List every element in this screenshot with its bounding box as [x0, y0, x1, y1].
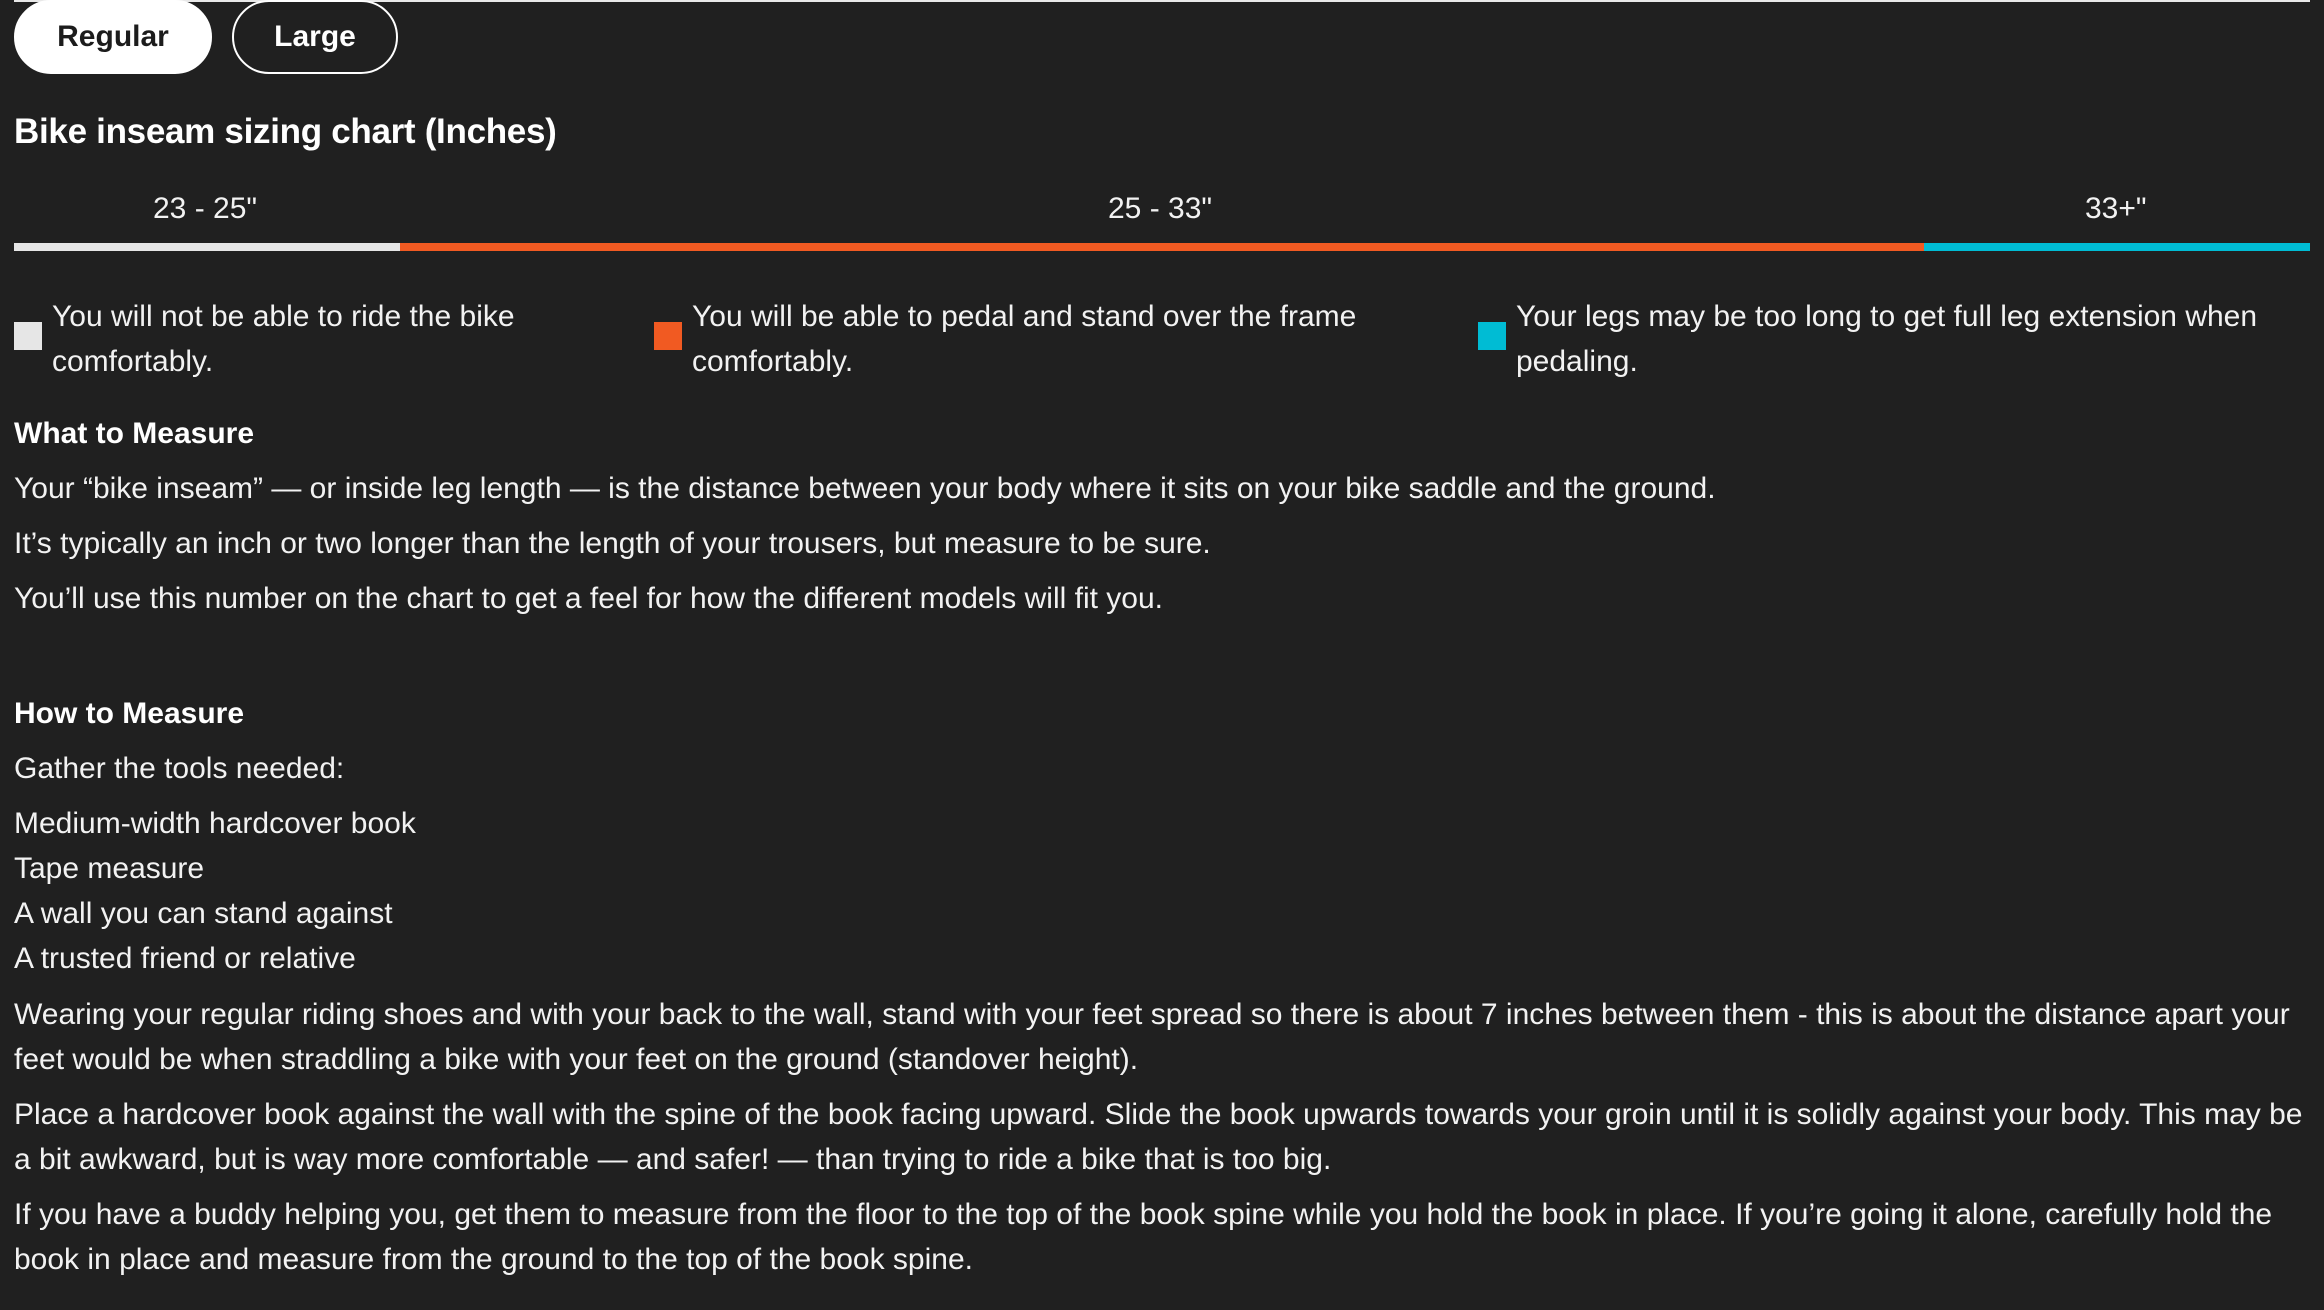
how-intro: Gather the tools needed: [14, 752, 345, 785]
tool-item-book: Medium-width hardcover book [14, 807, 416, 840]
range-bar-long [1924, 243, 2310, 251]
legend-item-fit [654, 294, 1414, 384]
tool-item-tape: Tape measure [14, 852, 205, 885]
large-size-button[interactable]: Large [232, 0, 398, 74]
legend-swatch-fit [654, 322, 682, 350]
what-paragraph-2: It’s typically an inch or two longer than the length of your trousers, but measure to be sure. [14, 527, 1211, 560]
range-bar-short [14, 243, 400, 251]
how-step-2: Place a hardcover book against the wall with the spine of the book facing upward. Slide the book upwards towards your groin until it is solidly against your body. This may be a bit awkward, but is way more comfortable — and safer! — than trying to ride a bike that is too big. [14, 1098, 2303, 1176]
legend-item-long [1478, 294, 2278, 384]
legend-text-fit: You will be able to pedal and stand over the frame comfortably. [692, 300, 1357, 378]
range-label-short: 23 - 25" [153, 192, 258, 225]
chart-title: Bike inseam sizing chart (Inches) [14, 112, 557, 151]
legend-item-short [14, 294, 634, 384]
regular-size-button[interactable]: Regular [14, 0, 212, 74]
range-label-fit: 25 - 33" [1108, 192, 1213, 225]
legend-swatch-short [14, 322, 42, 350]
what-to-measure-heading: What to Measure [14, 417, 255, 450]
range-label-long: 33+" [2085, 192, 2147, 225]
tool-item-wall: A wall you can stand against [14, 897, 393, 930]
legend-text-long: Your legs may be too long to get full leg extension when pedaling. [1516, 300, 2258, 378]
tools-list [14, 801, 416, 981]
tool-item-friend: A trusted friend or relative [14, 942, 356, 975]
how-step-3: If you have a buddy helping you, get them to measure from the floor to the top of the book spine while you hold the book in place. If you’re going it alone, carefully hold the book in place and measure from the ground to the top of the book spine. [14, 1198, 2273, 1276]
what-paragraph-3: You’ll use this number on the chart to get a feel for how the different models will fit you. [14, 582, 1163, 615]
range-bar-fit [400, 243, 1924, 251]
how-step-1: Wearing your regular riding shoes and with your back to the wall, stand with your feet spread so there is about 7 inches between them - this is about the distance apart your feet would be when straddling a bike with your feet on the ground (standover height). [14, 998, 2290, 1076]
legend-swatch-long [1478, 322, 1506, 350]
legend-text-short: You will not be able to ride the bike comfortably. [52, 300, 515, 378]
how-to-measure-heading: How to Measure [14, 697, 245, 730]
what-paragraph-1: Your “bike inseam” — or inside leg length — is the distance between your body where it sits on your bike saddle and the ground. [14, 472, 1716, 505]
size-toggle [14, 0, 398, 74]
